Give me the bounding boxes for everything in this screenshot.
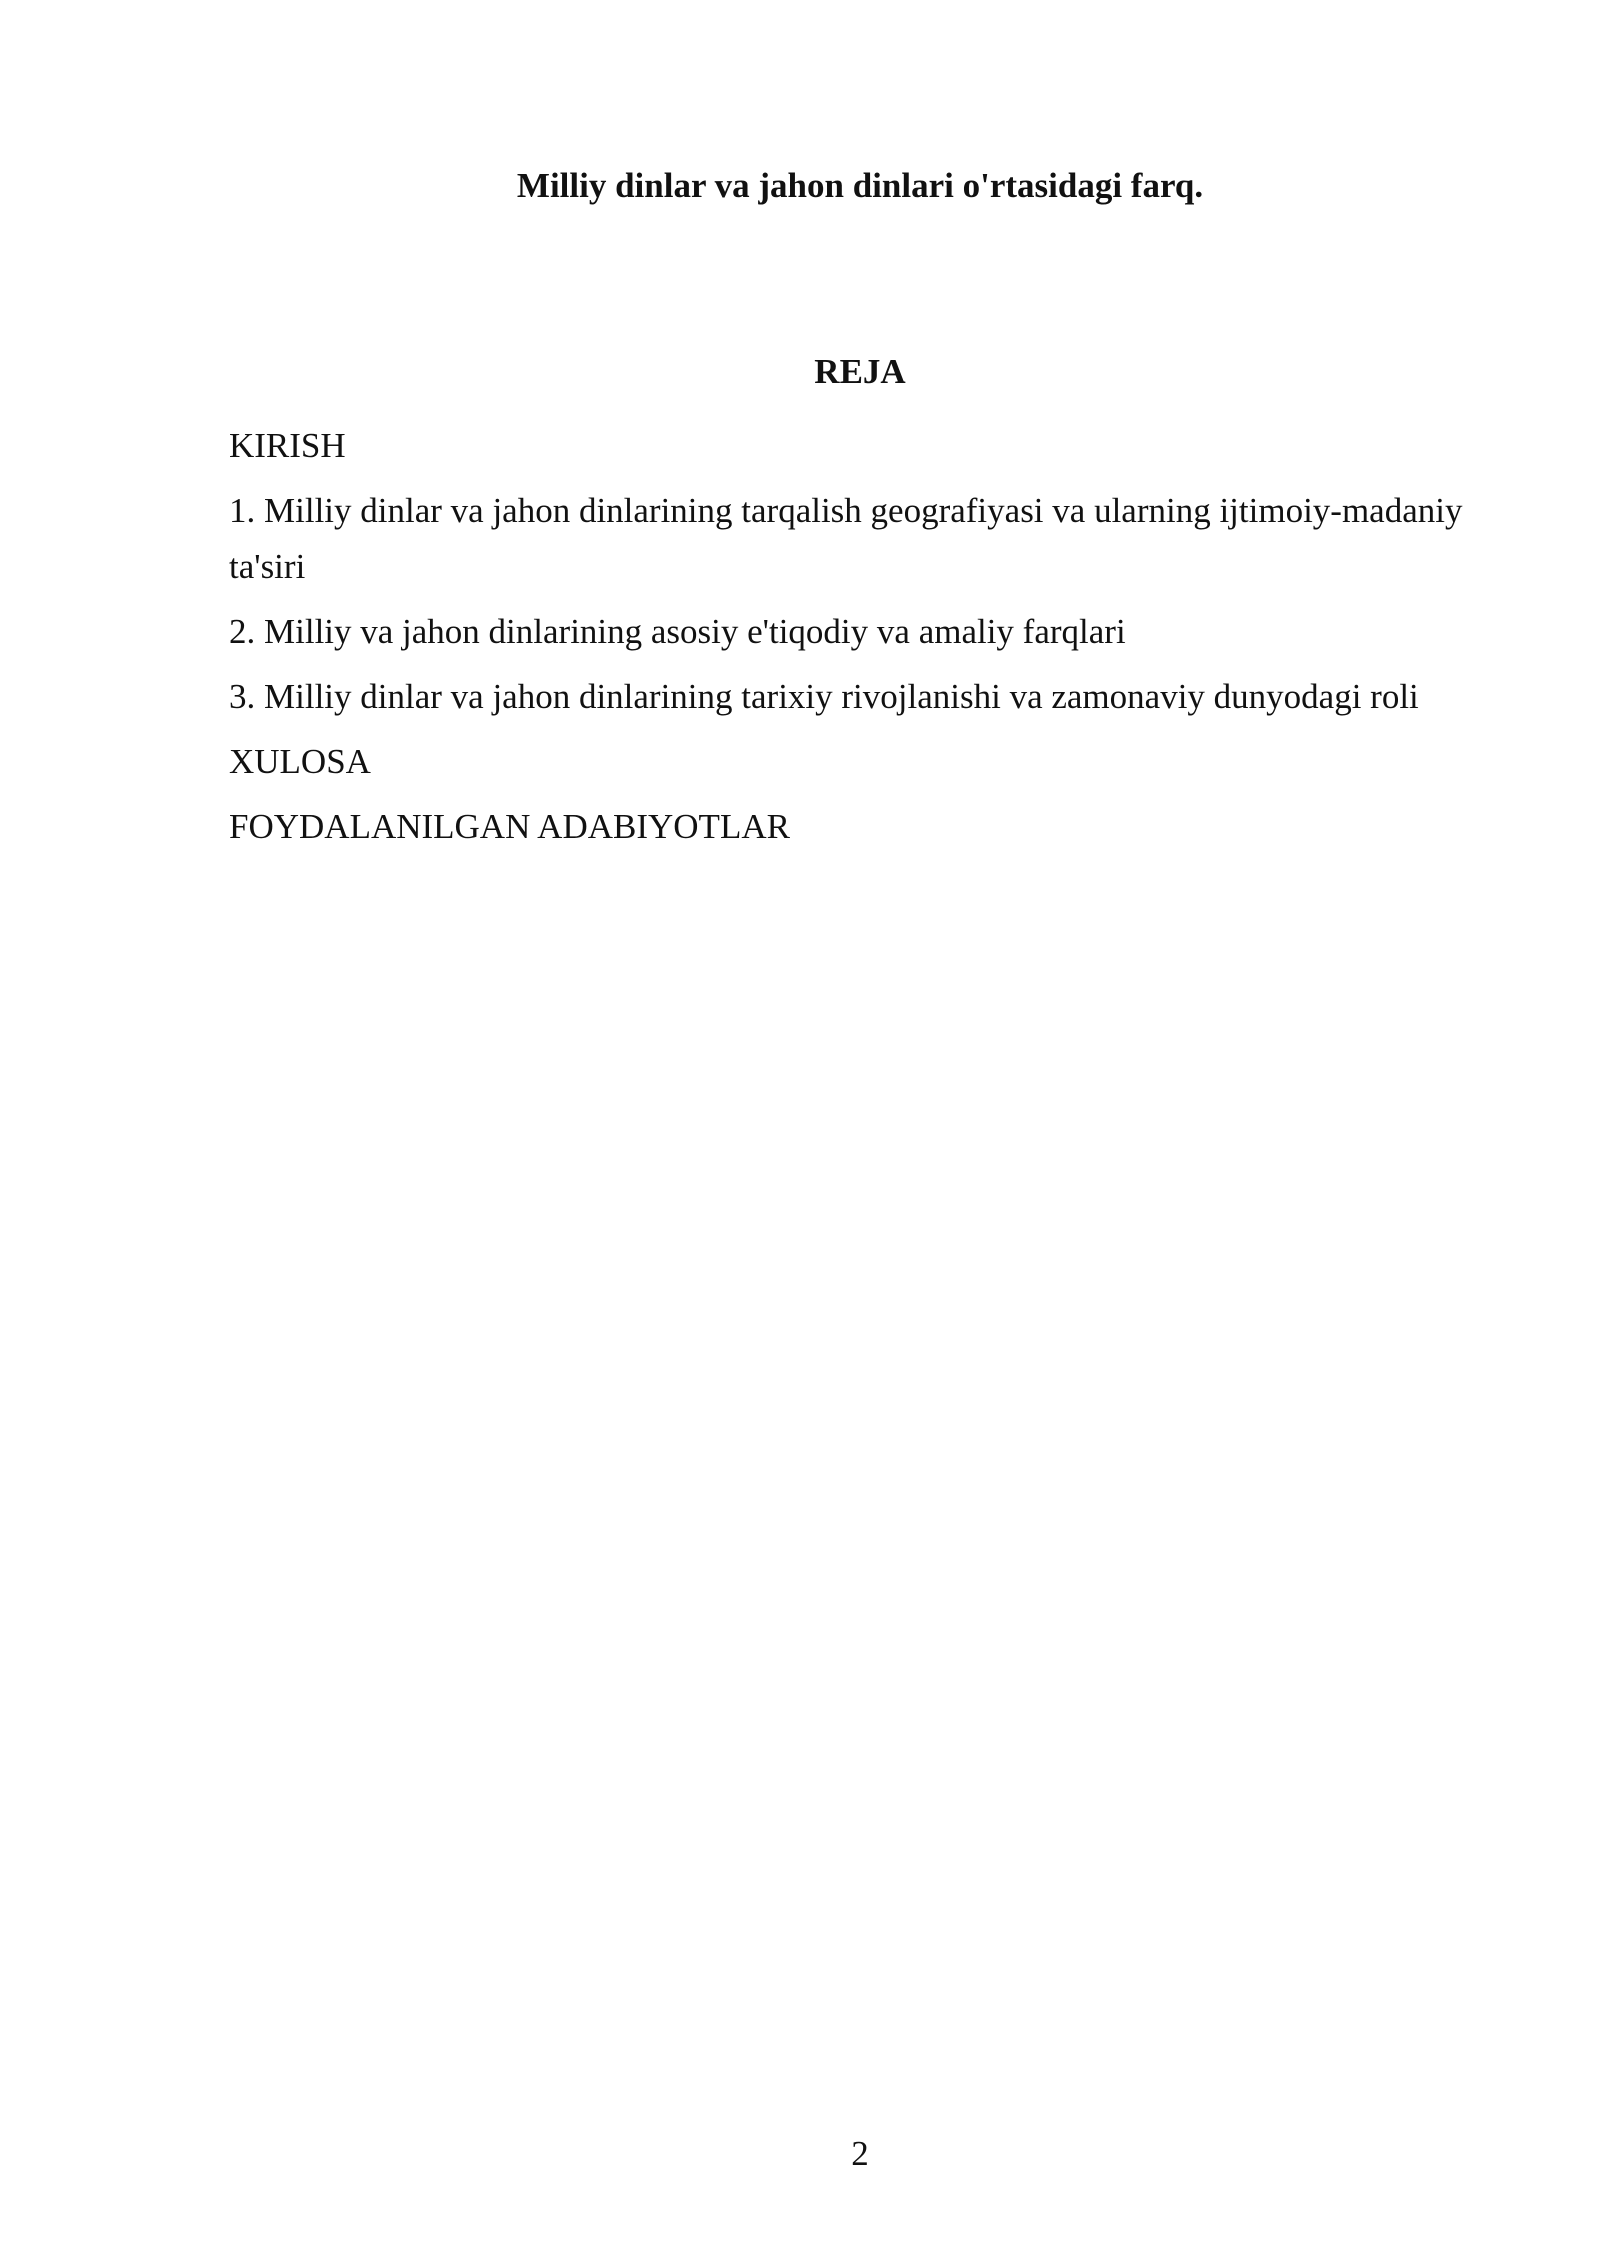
plan-item-2: 2. Milliy va jahon dinlarining asosiy e'tiqodiy va amaliy farqlari: [229, 612, 1126, 651]
plan-item-3: 3. Milliy dinlar va jahon dinlarining tarixiy rivojlanishi va zamonaviy dunyodagi roli: [229, 677, 1419, 716]
plan-item-1: 1. Milliy dinlar va jahon dinlarining tarqalish geografiyasi va ularning ijtimoiy-madaniy ta'siri: [229, 491, 1463, 586]
plan-item-conclusion: XULOSA: [229, 742, 371, 781]
plan-item-references: FOYDALANILGAN ADABIYOTLAR: [229, 807, 790, 846]
plan-item-introduction: KIRISH: [229, 426, 346, 465]
plan-heading: REJA: [814, 352, 906, 391]
page-number: 2: [851, 2134, 869, 2173]
document-title: Milliy dinlar va jahon dinlari o'rtasidagi farq.: [516, 166, 1204, 205]
plan-list: [229, 418, 1479, 864]
